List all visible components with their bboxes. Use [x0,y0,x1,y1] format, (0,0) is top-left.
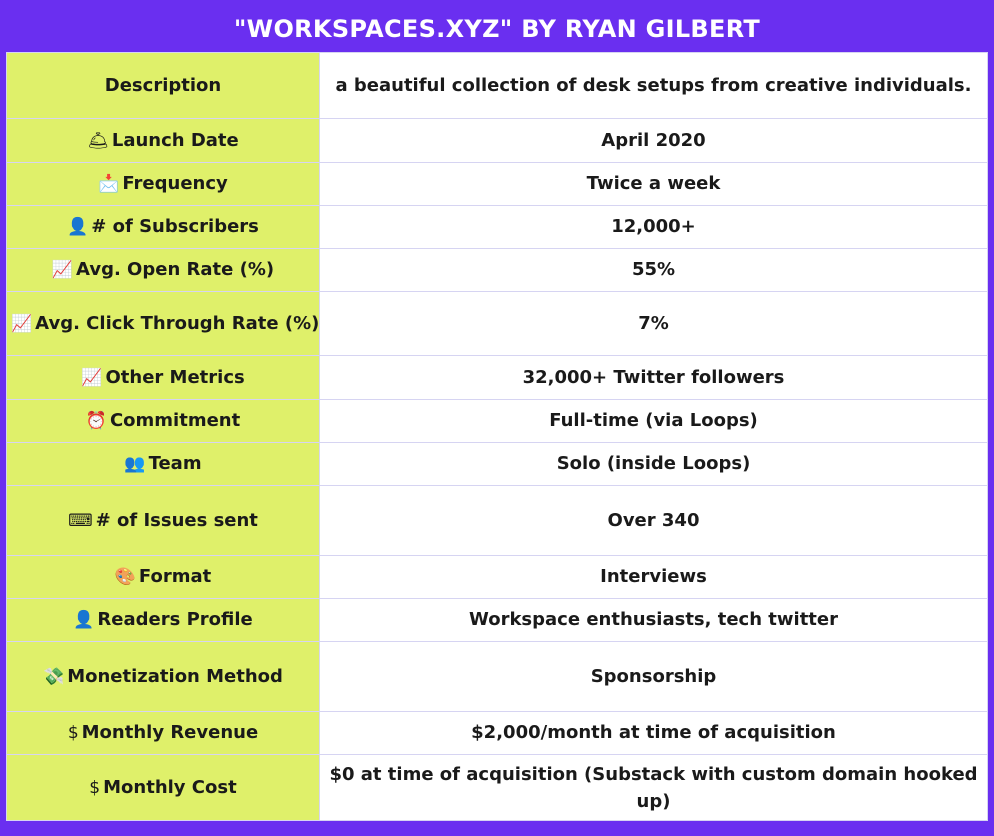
row-value: Twice a week [586,173,721,194]
row-value-cell [320,712,988,755]
table-row [7,755,988,821]
row-value: Workspace enthusiasts, tech twitter [469,609,838,630]
row-value-cell [320,119,988,163]
table-row [7,163,988,206]
row-label-cell [7,206,320,249]
table-row [7,400,988,443]
dollar-icon: $ [67,723,79,743]
row-value: Full-time (via Loops) [549,410,758,431]
table-row [7,292,988,356]
row-value-cell [320,206,988,249]
row-label: Monthly Revenue [81,722,259,743]
table-row [7,599,988,642]
row-value-cell [320,755,988,821]
row-label-cell [7,249,320,292]
person-icon: 👤 [73,610,95,630]
row-value: Sponsorship [590,665,717,687]
row-value: $0 at time of acquisition (Substack with custom domain hooked up) [329,763,978,812]
row-value: 32,000+ Twitter followers [522,366,785,388]
dollar-icon: $ [89,777,101,798]
table-row [7,206,988,249]
chart-up-icon: 📈 [51,260,74,280]
row-value-cell [320,163,988,206]
row-label-cell [7,642,320,712]
person-icon: 👤 [67,217,89,237]
chart-up-icon: 📈 [81,367,103,388]
table-row [7,53,988,119]
row-label-cell [7,712,320,755]
row-label-cell [7,119,320,163]
row-value-cell [320,443,988,486]
row-label: Avg. Open Rate (%) [76,259,275,280]
row-label: # of Issues sent [95,509,258,531]
row-label-cell [7,53,320,119]
row-label-cell [7,400,320,443]
table-row [7,642,988,712]
row-label: Launch Date [111,129,239,151]
row-label: Monthly Cost [103,776,237,798]
row-label: Commitment [109,410,241,431]
row-value: Interviews [600,566,707,587]
row-label-cell [7,163,320,206]
keyboard-icon: ⌨ [68,510,93,531]
row-label-cell [7,486,320,556]
page-title: "WORKSPACES.XYZ" BY RYAN GILBERT [233,15,761,43]
palette-icon: 🎨 [114,567,136,587]
row-value-cell [320,53,988,119]
row-value: 12,000+ [611,216,696,237]
bell-icon: 🛎 [87,130,109,151]
row-label: Other Metrics [105,366,245,388]
row-label: Format [138,566,212,587]
row-value-cell [320,556,988,599]
row-label-cell [7,292,320,356]
row-label: Description [104,74,222,96]
envelope-icon: 📩 [98,174,120,194]
table-row [7,249,988,292]
chart-up-icon: 📈 [11,313,33,334]
people-icon: 👥 [124,454,146,474]
row-value: a beautiful collection of desk setups from creative individuals. [335,74,972,96]
row-label-cell [7,556,320,599]
table-row [7,712,988,755]
row-value: Over 340 [607,509,700,531]
row-label-cell [7,755,320,821]
row-value: Solo (inside Loops) [556,453,751,474]
row-value: 55% [631,259,676,280]
row-value-cell [320,292,988,356]
row-value-cell [320,599,988,642]
table-row [7,119,988,163]
table-row [7,486,988,556]
row-value: $2,000/month at time of acquisition [471,722,836,743]
row-value: April 2020 [601,129,706,151]
alarm-clock-icon: ⏰ [85,411,107,431]
row-label: Readers Profile [97,609,253,630]
row-value-cell [320,400,988,443]
row-value: 7% [638,312,669,334]
row-value-cell [320,356,988,400]
money-wings-icon: 💸 [43,666,65,687]
row-value-cell [320,642,988,712]
row-value-cell [320,249,988,292]
row-label-cell [7,443,320,486]
row-label-cell [7,356,320,400]
row-label-cell [7,599,320,642]
row-label: Avg. Click Through Rate (%) [35,312,320,334]
table-row [7,443,988,486]
row-label: Monetization Method [67,665,283,687]
table-row [7,356,988,400]
row-label: # of Subscribers [91,216,259,237]
row-label: Frequency [122,173,228,194]
row-label: Team [148,453,202,474]
newsletter-info-table [6,52,988,821]
table-row [7,556,988,599]
row-value-cell [320,486,988,556]
